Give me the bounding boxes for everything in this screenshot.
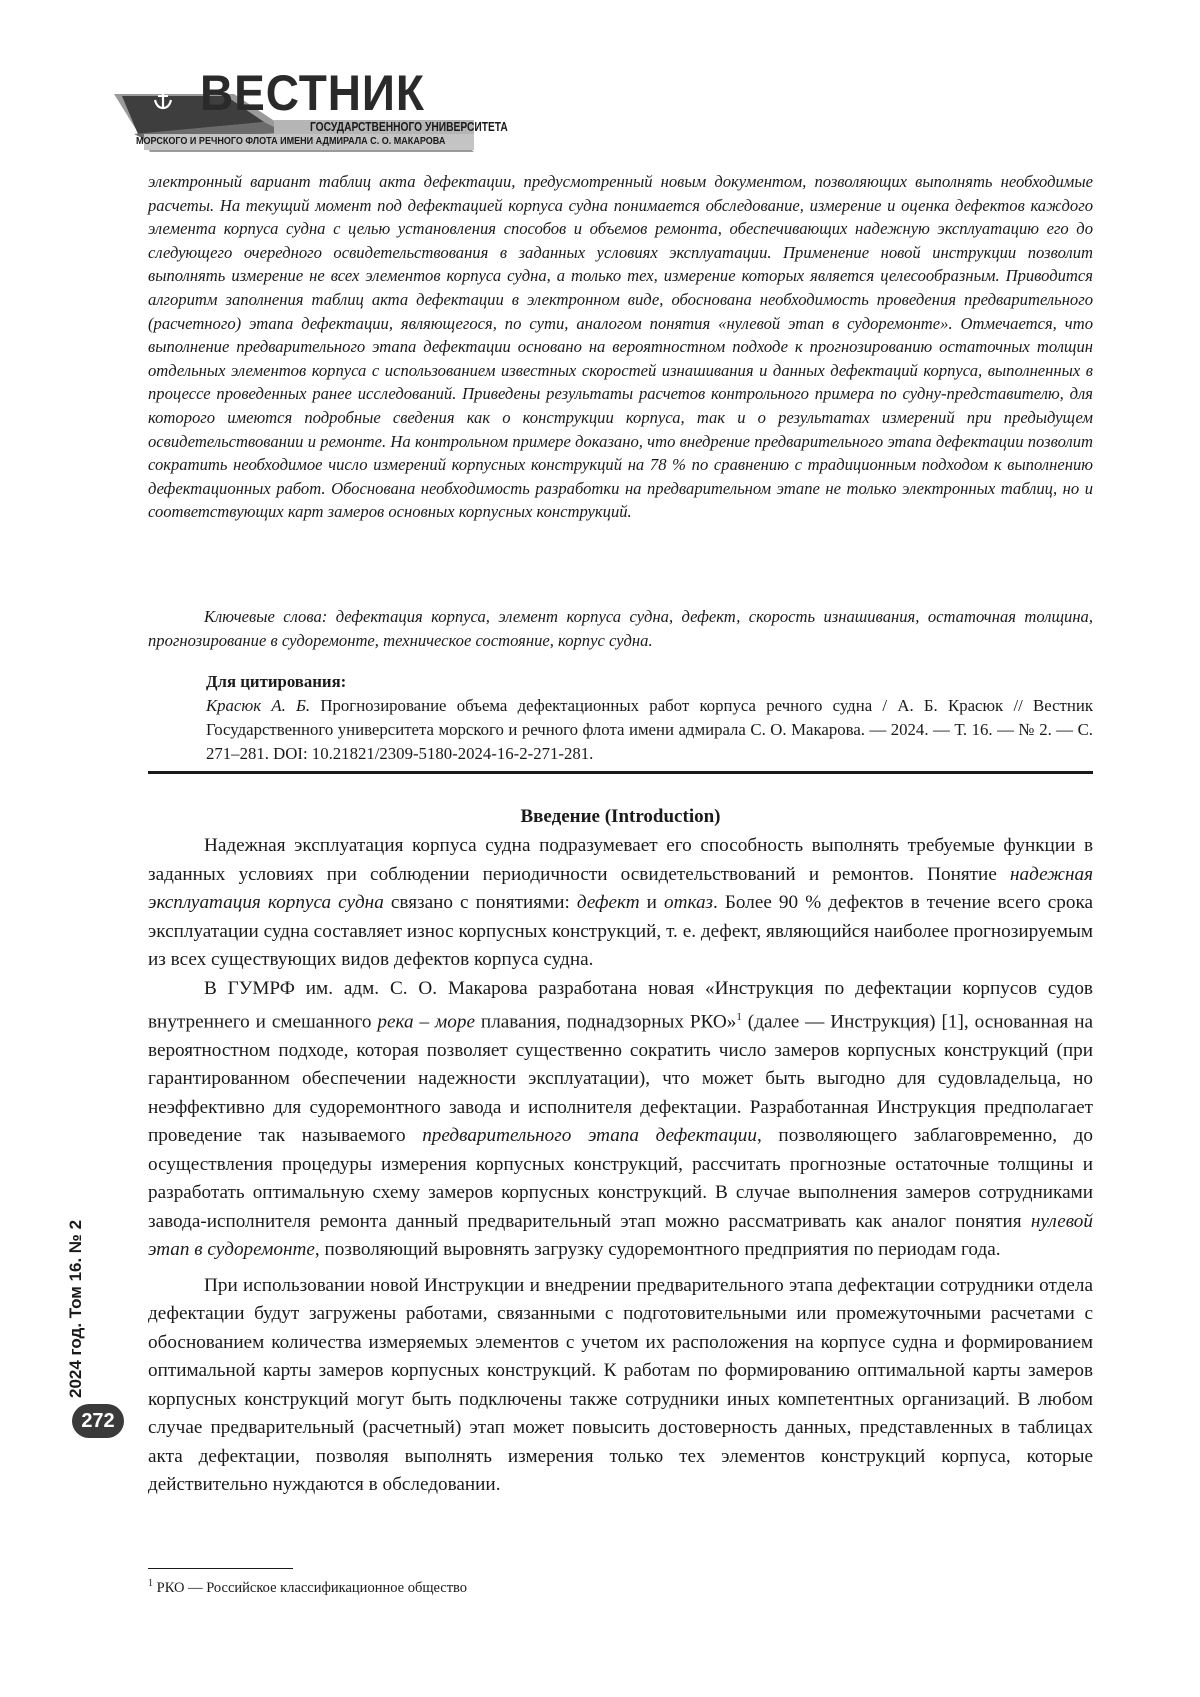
footnote-mark: 1 (148, 1578, 153, 1589)
footnote (148, 1574, 467, 1598)
citation-title: Для цитирования: (206, 670, 1093, 694)
journal-brand: ВЕСТНИК (200, 68, 425, 118)
emphasis: надежная эксплуатация корпуса судна (148, 864, 1093, 914)
section-title: Введение (Introduction) (148, 804, 1093, 830)
paragraph-2 (148, 975, 1093, 1265)
text-run: . Более 90 % дефектов в течение всего срока эксплуатации судна составляет износ корпусных конструкций, т. е. дефект, являющийся наиболее прогнозируемым из всех существующих видов дефектов корпуса судна. (148, 892, 1093, 970)
journal-subtitle-line2: МОРСКОГО И РЕЧНОГО ФЛОТА ИМЕНИ АДМИРАЛА С. О. МАКАРОВА (136, 135, 445, 147)
keywords-text: Ключевые слова: дефектация корпуса, элемент корпуса судна, дефект, скорость изнашивания, остаточная толщина, прогнозирование в судоремонте, техническое состояние, корпус судна. (148, 605, 1093, 652)
citation-block (206, 670, 1093, 766)
text-run: , позволяющий выровнять загрузку судоремонтного предприятия по периодам года. (315, 1239, 1001, 1260)
citation-text (206, 694, 1093, 766)
citation-authors: Красюк А. Б. (206, 696, 310, 715)
journal-logo (114, 72, 474, 152)
text-run: плавания, поднадзорных РКО» (475, 1011, 736, 1032)
article-body (148, 832, 1093, 1500)
footnote-rule (148, 1568, 293, 1569)
text-run: , позволяющего заблаговременно, до осуществления процедуры измерения корпусных конструкций, рассчитать прогнозные остаточные толщины и разработать оптимальную схему замеров корпусных конструкций. В случае выполнения замеров сотрудниками завода-исполнителя ремонта данный предварительный этап можно рассматривать как аналог понятия (148, 1125, 1093, 1232)
emphasis: дефект (577, 892, 640, 913)
emphasis: предварительного этапа дефектации (422, 1125, 757, 1146)
emphasis: река – море (377, 1011, 475, 1032)
citation-reference: Прогнозирование объема дефектационных работ корпуса речного судна / А. Б. Красюк // Вестник Государственного университета морского и речного флота имени адмирала С. О. Макарова. — 2024. — Т. 16. — № 2. — С. 271–281. DOI: 10.21821/2309-5180-2024-16-2-271-281. (206, 696, 1093, 763)
volume-label: 2024 год. Том 16. № 2 (66, 1220, 86, 1398)
footnote-text: РКО — Российское классификационное общество (153, 1580, 467, 1596)
paragraph-1 (148, 832, 1093, 975)
emphasis: отказ (664, 892, 713, 913)
text-run: В ГУМРФ им. адм. С. О. Макарова разработана новая «Инструкция по дефектации корпусов судов внутреннего и смешанного (148, 978, 1093, 1033)
text-run: Надежная эксплуатация корпуса судна подразумевает его способность выполнять требуемые функции в заданных условиях при соблюдении периодичности освидетельствований и ремонтов. Понятие (148, 835, 1093, 885)
anchor-icon (152, 86, 174, 110)
page-number: 272 (72, 1404, 124, 1438)
divider-rule (148, 771, 1093, 774)
footnote-ref[interactable]: 1 (736, 1011, 742, 1023)
text-run: и (640, 892, 664, 913)
volume-margin (58, 1270, 118, 1400)
emphasis: нулевой этап в судоремонте (148, 1211, 1093, 1261)
journal-subtitle-line1: ГОСУДАРСТВЕННОГО УНИВЕРСИТЕТА (310, 120, 508, 134)
abstract-text: электронный вариант таблиц акта дефектации, предусмотренный новым документом, позволяющих выполнять необходимые расчеты. На текущий момент под дефектацией корпуса судна понимается обследование, измерение и оценка дефектов каждого элемента корпуса судна с целью установления способов и объемов ремонта, обеспечивающих надежную эксплуатацию его до следующего очередного освидетельствования в заданных условиях эксплуатации. Применение новой инструкции позволит выполнять измерение не всех элементов корпуса судна, а только тех, измерение которых является целесообразным. Приводится алгоритм заполнения таблиц акта дефектации в электронном виде, обоснована необходимость проведения предварительного (расчетного) этапа дефектации, являющегося, по сути, аналогом понятия «нулевой этап в судоремонте». Отмечается, что выполнение предварительного этапа дефектации основано на вероятностном подходе к прогнозированию остаточных толщин отдельных элементов корпуса с использованием известных скоростей изнашивания и данных дефектаций корпуса, выполненных в процессе проведенных ранее исследований. Приведены результаты расчетов контрольного примера по судну-представителю, для которого имеются подробные сведения как о конструкции корпуса, так и о результатах измерений при предыдущем освидетельствовании и ремонте. На контрольном примере доказано, что внедрение предварительного этапа дефектации позволит сократить необходимое число измерений корпусных конструкций на 78 % по сравнению с традиционным подходом к выполнению дефектационных работ. Обоснована необходимость разработки на предварительном этапе не только электронных таблиц, но и соответствующих карт замеров основных корпусных конструкций. (148, 170, 1093, 524)
text-run: связано с понятиями: (384, 892, 577, 913)
text-run: (далее — Инструкция) [1], основанная на вероятностном подходе, которая позволяет существенно сократить число замеров корпусных конструкций (при гарантированном обеспечении надежности эксплуатации), что может быть выгодно для судовладельца, но неэффективно для судоремонтного завода и исполнителя дефектации. Разработанная Инструкция предполагает проведение так называемого (148, 1011, 1093, 1146)
paragraph-3: При использовании новой Инструкции и внедрении предварительного этапа дефектации сотрудники отдела дефектации будут загружены работами, связанными с подготовительными или промежуточными расчетами с обоснованием количества измеряемых элементов с учетом их расположения на корпусе судна и формированием оптимальной карты замеров корпусных конструкций. К работам по формированию оптимальной карты замеров корпусных конструкций могут быть подключены также сотрудники иных компетентных организаций. В любом случае предварительный (расчетный) этап может повысить достоверность данных, представленных в таблицах акта дефектации, позволяя выполнять измерения только тех элементов конструкций корпуса, которые действительно нуждаются в обследовании. (148, 1272, 1093, 1500)
